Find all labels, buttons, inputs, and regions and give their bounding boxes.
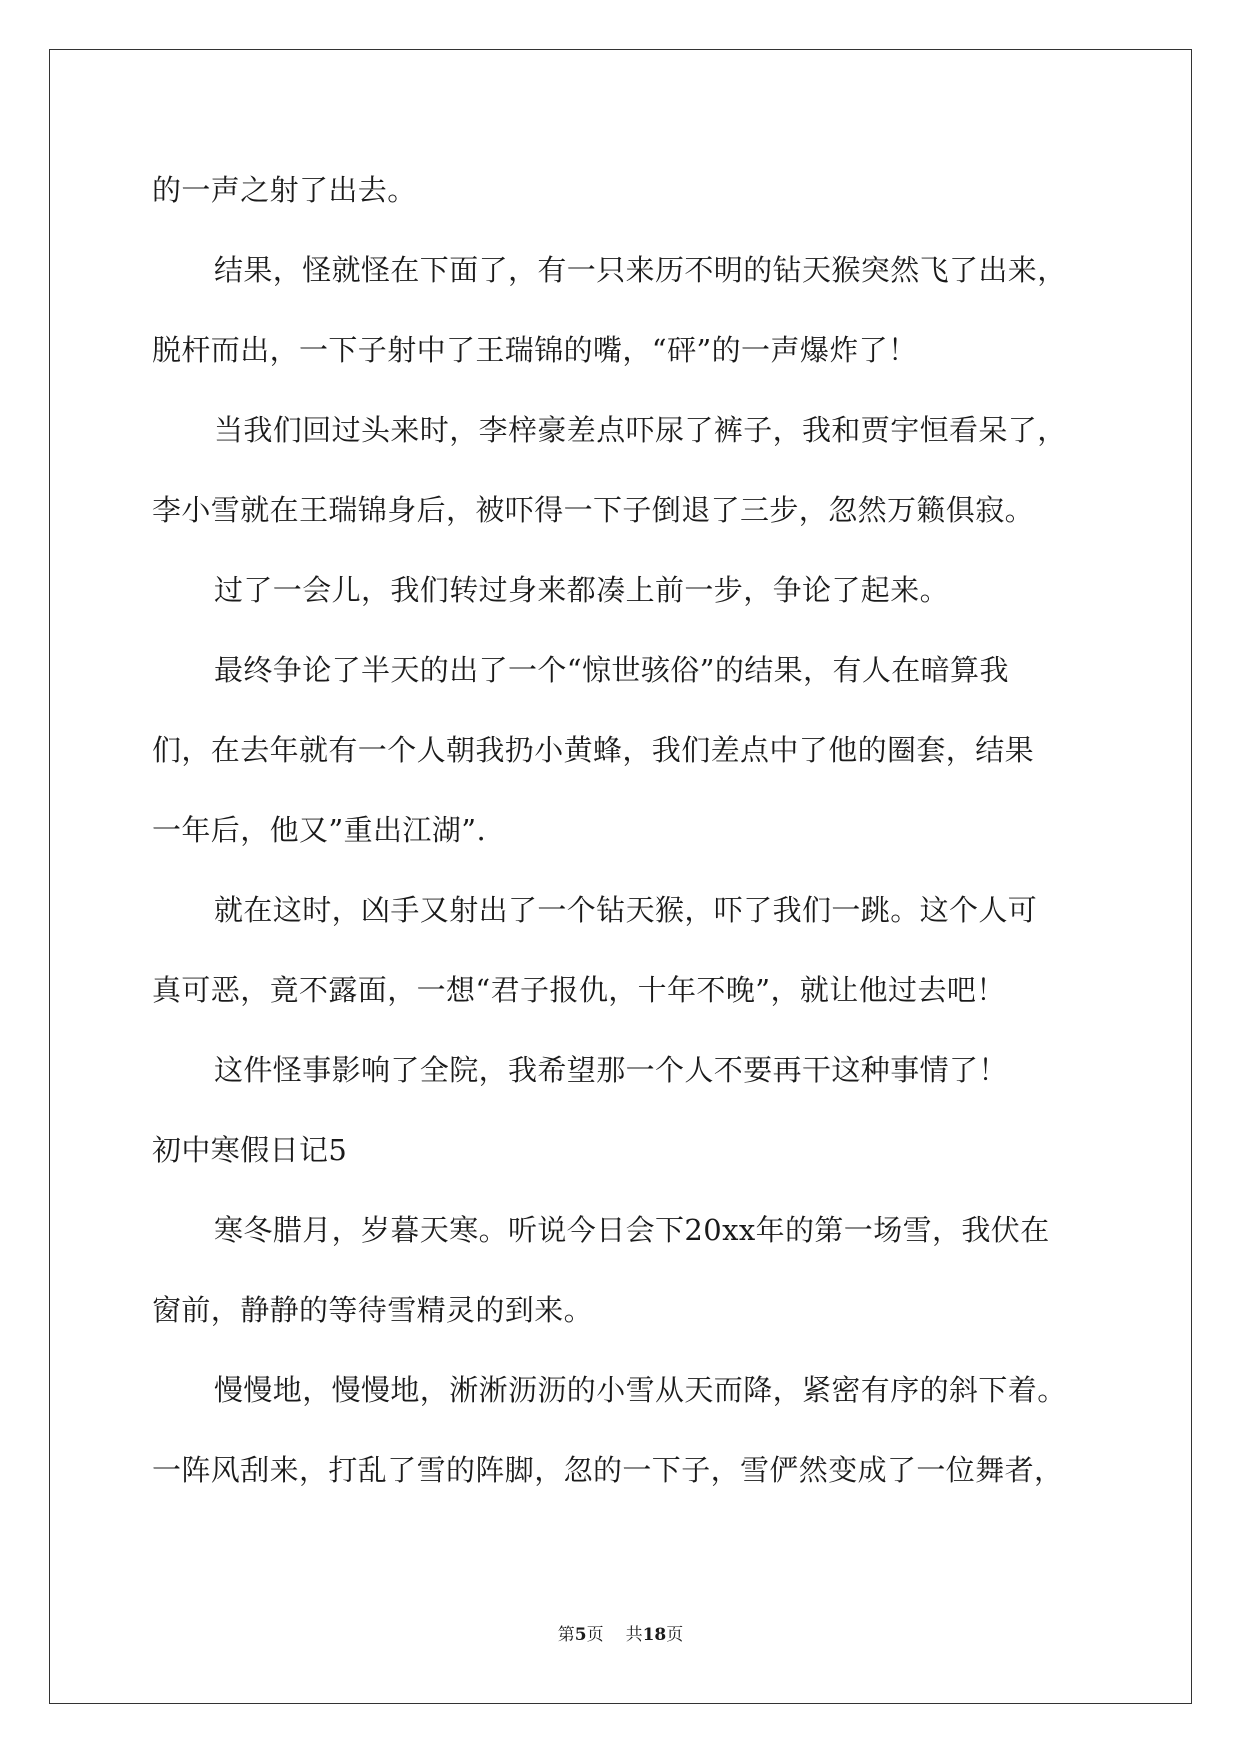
paragraph-line: 最终争论了半天的出了一个“惊世骇俗”的结果，有人在暗算我: [214, 653, 1009, 687]
text-line: 一阵风刮来，打乱了雪的阵脚，忽的一下子，雪俨然变成了一位舞者，: [152, 1453, 1064, 1487]
paragraph-line: 就在这时，凶手又射出了一个钻天猴，吓了我们一跳。这个人可: [214, 893, 1038, 927]
text-line: 脱杆而出，一下子射中了王瑞锦的嘴，“砰”的一声爆炸了！: [152, 333, 918, 367]
page-prefix: 第: [557, 1625, 575, 1645]
paragraph-line: 寒冬腊月，岁暮天寒。听说今日会下20xx年的第一场雪，我伏在: [214, 1213, 1050, 1247]
paragraph-line: 这件怪事影响了全院，我希望那一个人不要再干这种事情了！: [214, 1053, 1008, 1087]
paragraph-line: 过了一会儿，我们转过身来都凑上前一步，争论了起来。: [214, 573, 950, 607]
current-page-number: 5: [574, 1625, 587, 1645]
total-unit: 页: [666, 1625, 684, 1645]
text-line: 一年后，他又”重出江湖”.: [152, 813, 487, 847]
paragraph-line: 结果，怪就怪在下面了，有一只来历不明的钻天猴突然飞了出来，: [214, 253, 1067, 287]
text-line: 们，在去年就有一个人朝我扔小黄蜂，我们差点中了他的圈套，结果: [152, 733, 1035, 767]
total-page-count: 18: [642, 1625, 667, 1645]
text-line: 李小雪就在王瑞锦身后，被吓得一下子倒退了三步，忽然万籁俱寂。: [152, 493, 1035, 527]
total-prefix: 共: [625, 1625, 643, 1645]
page-footer: [0, 1624, 1241, 1646]
text-line: 的一声之射了出去。: [152, 173, 417, 207]
page-unit: 页: [586, 1625, 604, 1645]
paragraph-line: 慢慢地，慢慢地，淅淅沥沥的小雪从天而降，紧密有序的斜下着。: [214, 1373, 1067, 1407]
section-heading: 初中寒假日记5: [152, 1133, 348, 1167]
text-line: 窗前，静静的等待雪精灵的到来。: [152, 1293, 594, 1327]
paragraph-line: 当我们回过头来时，李梓豪差点吓尿了裤子，我和贾宇恒看呆了，: [214, 413, 1067, 447]
text-line: 真可恶，竟不露面，一想“君子报仇，十年不晚”，就让他过去吧！: [152, 973, 1006, 1007]
